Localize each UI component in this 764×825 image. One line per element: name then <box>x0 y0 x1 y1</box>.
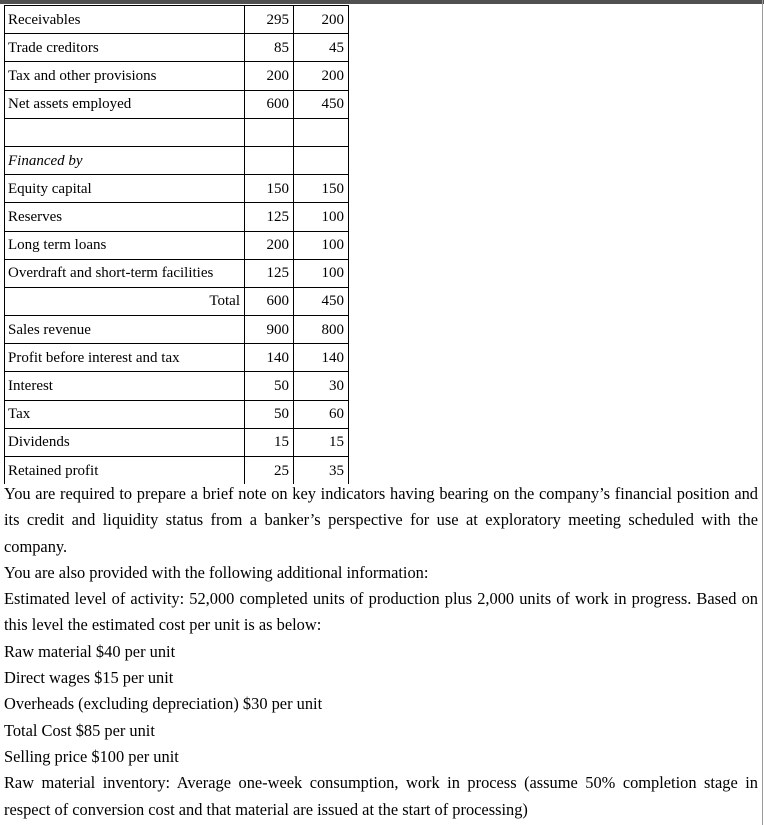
value-col1: 125 <box>245 259 294 287</box>
row-label: Sales revenue <box>5 316 245 344</box>
table-row <box>5 428 349 456</box>
table-row <box>5 175 349 203</box>
row-label: Retained profit <box>5 457 245 485</box>
cost-line-direct-wages: Direct wages $15 per unit <box>4 668 174 688</box>
row-label <box>5 118 245 146</box>
row-label: Long term loans <box>5 231 245 259</box>
value-col2: 200 <box>294 6 349 34</box>
cost-line-overheads: Overheads (excluding depreciation) $30 per unit <box>4 694 323 714</box>
value-col2: 15 <box>294 428 349 456</box>
value-col1: 50 <box>245 400 294 428</box>
table-row <box>5 62 349 90</box>
row-label: Receivables <box>5 6 245 34</box>
row-label: Reserves <box>5 203 245 231</box>
value-col1: 600 <box>245 90 294 118</box>
row-label: Interest <box>5 372 245 400</box>
total-label: Total <box>5 287 245 315</box>
value-col2: 450 <box>294 287 349 315</box>
table-row-total <box>5 287 349 315</box>
row-label: Trade creditors <box>5 34 245 62</box>
row-label: Dividends <box>5 428 245 456</box>
notes-section <box>4 481 758 823</box>
value-col2: 100 <box>294 259 349 287</box>
table-row-empty <box>5 118 349 146</box>
row-label: Equity capital <box>5 175 245 203</box>
value-col2: 35 <box>294 457 349 485</box>
value-col1: 140 <box>245 344 294 372</box>
table-row <box>5 344 349 372</box>
table-row <box>5 203 349 231</box>
value-col2: 100 <box>294 231 349 259</box>
value-col1: 50 <box>245 372 294 400</box>
financial-table <box>4 5 349 484</box>
inventory-paragraph: Raw material inventory: Average one-week consumption, work in process (assume 50% completion stage in respect of conversion cost and that material are issued at the start of processing) <box>4 773 758 819</box>
value-col2: 450 <box>294 90 349 118</box>
cost-line-total: Total Cost $85 per unit <box>4 720 155 740</box>
row-label: Net assets employed <box>5 90 245 118</box>
top-border <box>0 0 764 4</box>
row-label: Overdraft and short-term facilities <box>5 259 245 287</box>
table-row <box>5 259 349 287</box>
value-col1: 295 <box>245 6 294 34</box>
right-border <box>762 0 763 825</box>
section-heading: Financed by <box>5 146 245 174</box>
value-col1: 900 <box>245 316 294 344</box>
value-col1 <box>245 118 294 146</box>
value-col2: 800 <box>294 316 349 344</box>
value-col2 <box>294 146 349 174</box>
value-col1: 85 <box>245 34 294 62</box>
value-col2: 45 <box>294 34 349 62</box>
table-row <box>5 34 349 62</box>
cost-line-raw-material: Raw material $40 per unit <box>4 641 176 661</box>
value-col2: 150 <box>294 175 349 203</box>
value-col1: 15 <box>245 428 294 456</box>
value-col1: 125 <box>245 203 294 231</box>
table-row <box>5 6 349 34</box>
value-col2: 30 <box>294 372 349 400</box>
table-row <box>5 400 349 428</box>
value-col2: 100 <box>294 203 349 231</box>
value-col1: 25 <box>245 457 294 485</box>
additional-info-intro: You are also provided with the following additional information: <box>4 562 429 582</box>
value-col2: 140 <box>294 344 349 372</box>
row-label: Tax <box>5 400 245 428</box>
value-col1: 600 <box>245 287 294 315</box>
value-col1: 150 <box>245 175 294 203</box>
row-label: Tax and other provisions <box>5 62 245 90</box>
table-row <box>5 231 349 259</box>
value-col2: 60 <box>294 400 349 428</box>
value-col1: 200 <box>245 231 294 259</box>
table-row <box>5 372 349 400</box>
value-col2: 200 <box>294 62 349 90</box>
value-col2 <box>294 118 349 146</box>
table-row <box>5 90 349 118</box>
table-row-section-heading <box>5 146 349 174</box>
value-col1 <box>245 146 294 174</box>
row-label: Profit before interest and tax <box>5 344 245 372</box>
table-row <box>5 316 349 344</box>
instruction-paragraph: You are required to prepare a brief note on key indicators having bearing on the company’s financial position and its credit and liquidity status from a banker’s perspective for use at exploratory meeting scheduled with the company. <box>4 484 758 556</box>
value-col1: 200 <box>245 62 294 90</box>
activity-level-paragraph: Estimated level of activity: 52,000 completed units of production plus 2,000 units of work in progress. Based on this level the estimated cost per unit is as below: <box>4 589 758 635</box>
selling-price-line: Selling price $100 per unit <box>4 746 179 766</box>
